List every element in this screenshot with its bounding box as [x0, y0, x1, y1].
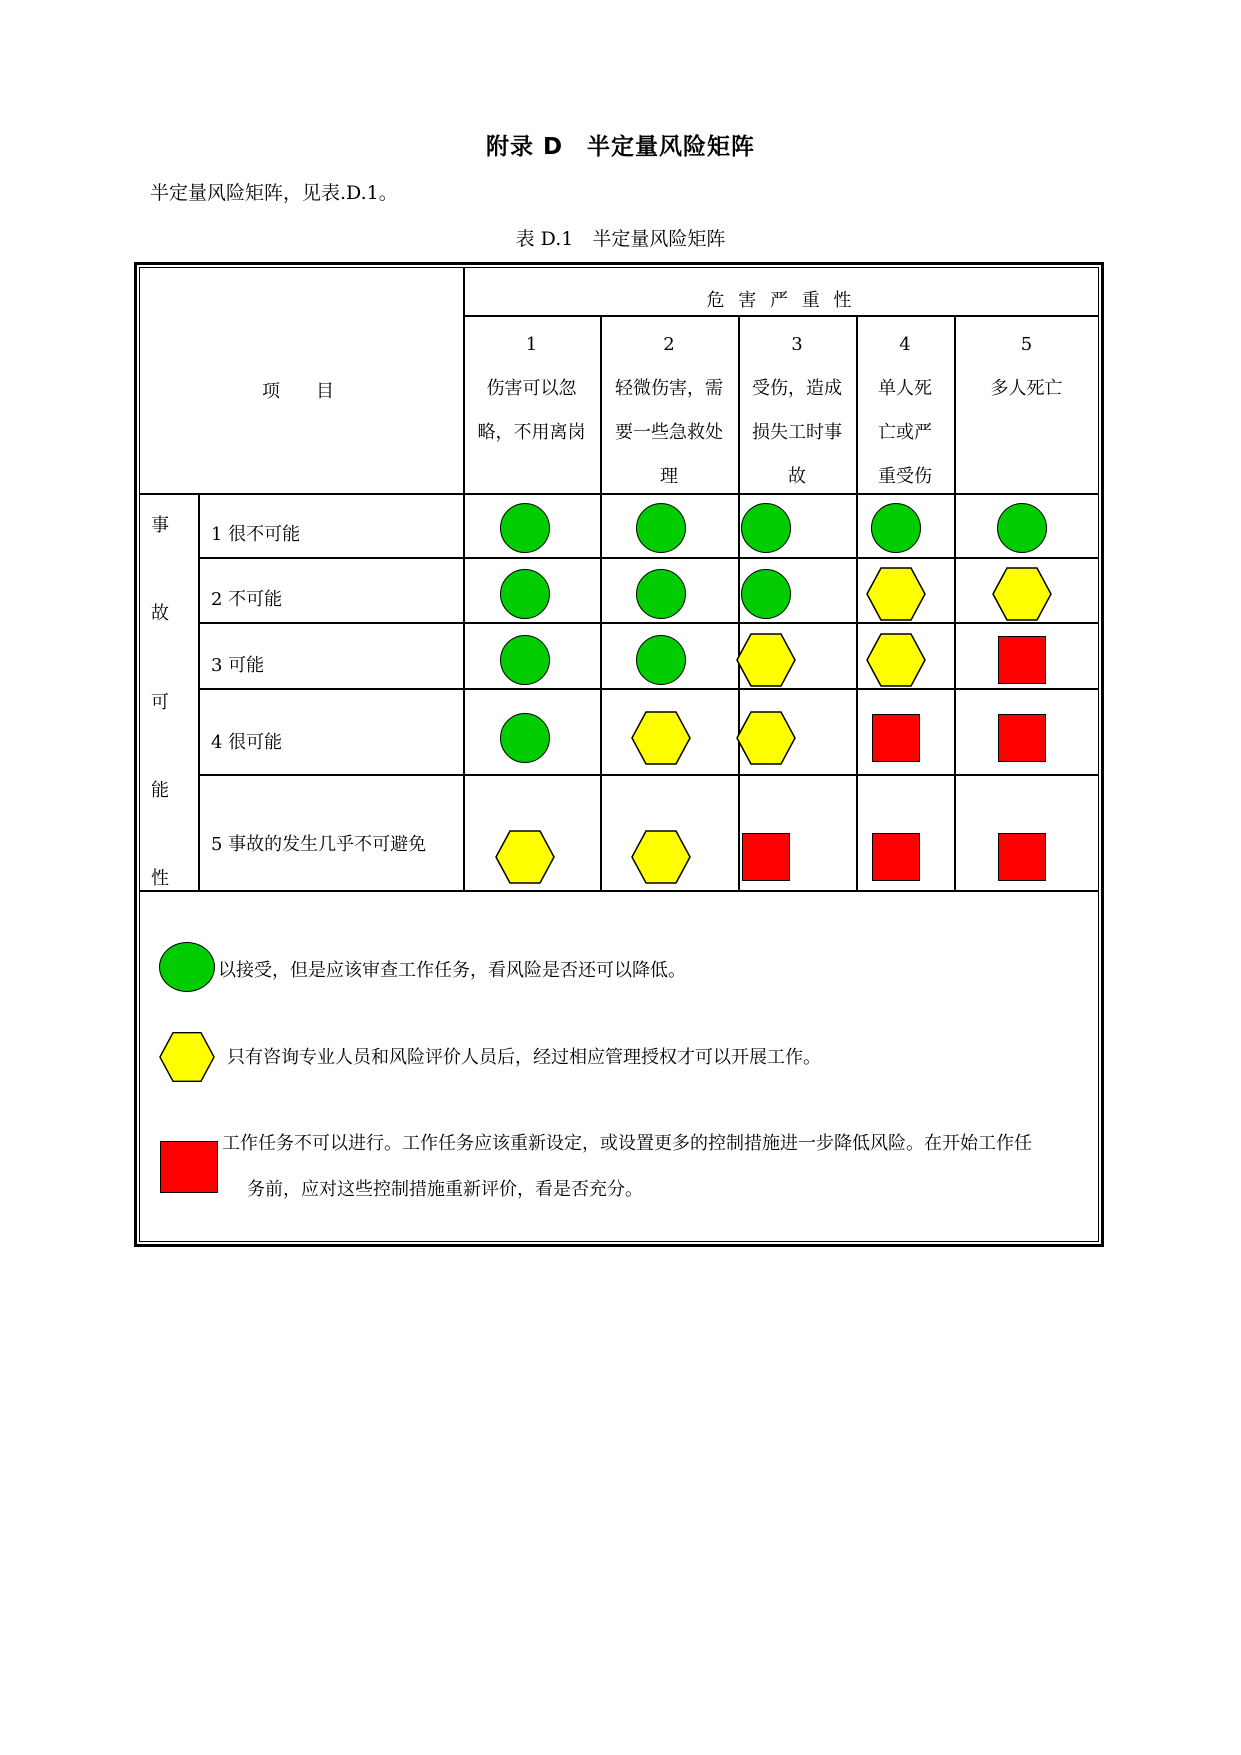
likelihood-row-label: 3 可能: [211, 655, 265, 676]
legend-red-text-line2: 务前，应对这些控制措施重新评价，看是否充分。: [247, 1179, 643, 1200]
severity-column-5: 5 多人死亡: [990, 334, 1063, 399]
green-circle-icon: [500, 569, 550, 619]
item-header: 项 目: [262, 381, 334, 402]
legend-red-text-line1: 工作任务不可以进行。工作任务应该重新设定，或设置更多的控制措施进一步降低风险。在开始工作任: [222, 1133, 1032, 1154]
yellow-hexagon-icon: [736, 711, 796, 765]
green-circle-icon: [741, 569, 791, 619]
legend-green-circle-icon: [159, 942, 215, 992]
yellow-hexagon-icon: [992, 567, 1052, 621]
green-circle-icon: [871, 503, 921, 553]
green-circle-icon: [636, 503, 686, 553]
legend-yellow-hexagon-icon: [159, 1029, 215, 1085]
yellow-hexagon-icon: [631, 711, 691, 765]
likelihood-label-char: 性: [151, 868, 169, 889]
severity-header: 危 害 严 重 性: [706, 290, 856, 311]
likelihood-label-char: 事: [151, 515, 169, 536]
appendix-heading: 附录 D 半定量风险矩阵: [485, 134, 756, 160]
legend-red-square-icon: [160, 1141, 218, 1193]
divider: [198, 688, 1099, 690]
green-circle-icon: [500, 503, 550, 553]
red-square-icon: [742, 833, 790, 881]
severity-column-3: 3 受伤，造成 损失工时事 故: [752, 334, 842, 487]
red-square-icon: [872, 714, 920, 762]
severity-column-1: 1 伤害可以忽 略，不用离岗: [477, 334, 586, 443]
likelihood-row-label: 1 很不可能: [211, 524, 301, 545]
likelihood-row-label: 5 事故的发生几乎不可避免: [211, 834, 427, 855]
red-square-icon: [998, 636, 1046, 684]
red-square-icon: [998, 833, 1046, 881]
divider: [198, 622, 1099, 624]
yellow-hexagon-icon: [866, 633, 926, 687]
likelihood-row-label: 4 很可能: [211, 732, 283, 753]
legend-green-text: 以接受，但是应该审查工作任务，看风险是否还可以降低。: [218, 960, 686, 981]
intro-paragraph: 半定量风险矩阵，见表.D.1。: [150, 182, 398, 204]
yellow-hexagon-icon: [631, 830, 691, 884]
divider: [198, 774, 1099, 776]
table-caption: 表 D.1 半定量风险矩阵: [515, 228, 726, 250]
severity-column-2: 2 轻微伤害，需 要一些急救处 理: [615, 334, 723, 487]
green-circle-icon: [500, 713, 550, 763]
divider: [463, 315, 1099, 317]
likelihood-label-char: 能: [151, 780, 169, 801]
likelihood-row-label: 2 不可能: [211, 589, 283, 610]
severity-column-4: 4 单人死 亡或严 重受伤: [878, 334, 932, 487]
green-circle-icon: [500, 635, 550, 685]
yellow-hexagon-icon: [495, 830, 555, 884]
green-circle-icon: [636, 569, 686, 619]
likelihood-label-char: 可: [151, 692, 169, 713]
likelihood-label-char: 故: [151, 603, 169, 624]
yellow-hexagon-icon: [736, 633, 796, 687]
legend-yellow-text: 只有咨询专业人员和风险评价人员后，经过相应管理授权才可以开展工作。: [227, 1047, 821, 1068]
red-square-icon: [872, 833, 920, 881]
divider: [198, 557, 1099, 559]
green-circle-icon: [741, 503, 791, 553]
yellow-hexagon-icon: [866, 567, 926, 621]
red-square-icon: [998, 714, 1046, 762]
divider: [198, 493, 200, 890]
green-circle-icon: [997, 503, 1047, 553]
green-circle-icon: [636, 635, 686, 685]
divider: [139, 890, 1099, 892]
